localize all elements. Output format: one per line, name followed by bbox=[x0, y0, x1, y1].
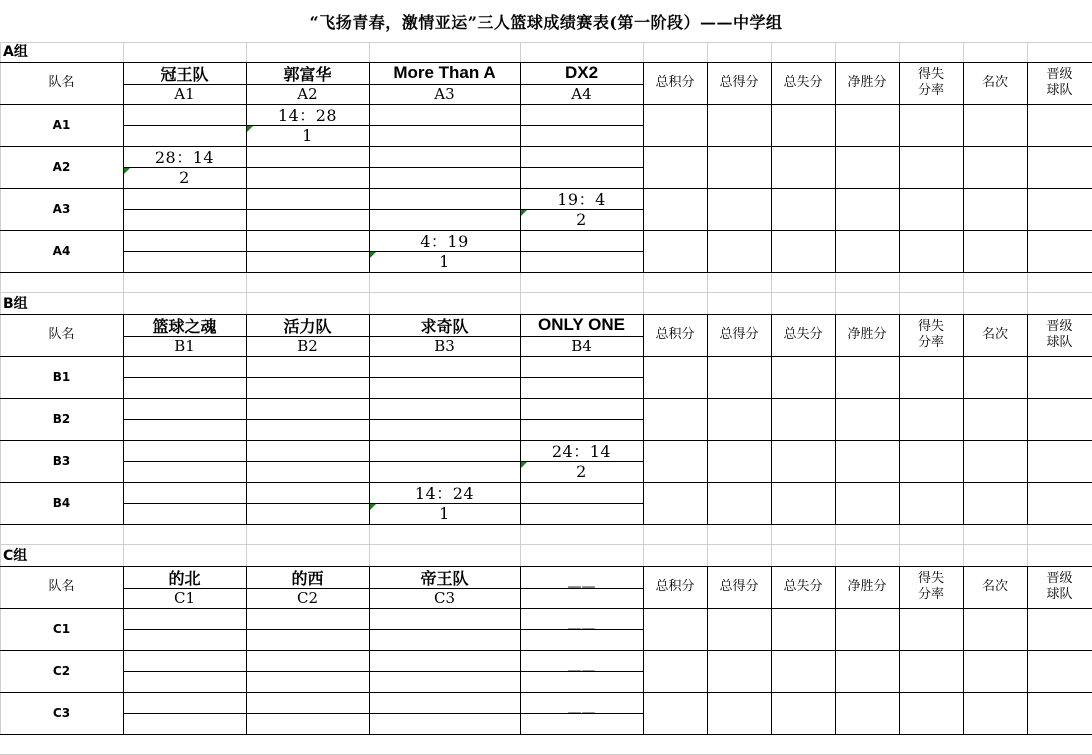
row-team-label: A4 bbox=[52, 244, 71, 258]
empty-cell-marker: —— bbox=[567, 705, 596, 721]
grid-line bbox=[123, 419, 643, 420]
team-code: A1 bbox=[174, 85, 195, 103]
row-team-label: C3 bbox=[52, 706, 71, 720]
team-name: DX2 bbox=[564, 63, 599, 82]
header-text-line: 名次 bbox=[981, 579, 1008, 594]
header-text-line: 净胜分 bbox=[847, 75, 887, 90]
team-name: 冠王队 bbox=[160, 64, 209, 84]
header-text-line: 晋级 bbox=[1046, 67, 1073, 82]
empty-cell-marker: —— bbox=[567, 621, 596, 637]
team-name: ONLY ONE bbox=[538, 315, 625, 334]
team-code: B4 bbox=[571, 337, 592, 355]
stat-header bbox=[643, 314, 707, 356]
row-team-label: B4 bbox=[52, 496, 71, 510]
match-points: 1 bbox=[439, 252, 450, 271]
match-points: 1 bbox=[302, 126, 313, 145]
header-text-line: 球队 bbox=[1046, 83, 1073, 98]
group-label: B组 bbox=[3, 296, 28, 312]
header-text-line: 净胜分 bbox=[847, 327, 887, 342]
stat-header bbox=[835, 566, 899, 608]
comment-marker-icon bbox=[124, 168, 130, 174]
team-name: 帝王队 bbox=[420, 568, 469, 588]
header-text-line: 名次 bbox=[981, 75, 1008, 90]
grid-line bbox=[0, 104, 1092, 105]
header-text-line: 得失 bbox=[917, 319, 944, 334]
team-name: 的西 bbox=[291, 568, 324, 588]
stat-header bbox=[643, 566, 707, 608]
stat-header bbox=[963, 62, 1027, 104]
group-label: A组 bbox=[3, 44, 28, 60]
stat-header bbox=[707, 62, 771, 104]
stat-header bbox=[707, 314, 771, 356]
team-name: 求奇队 bbox=[420, 316, 469, 336]
team-code: C1 bbox=[173, 589, 196, 607]
grid-line bbox=[0, 230, 1092, 231]
header-text-line: 晋级 bbox=[1046, 571, 1073, 586]
comment-marker-icon bbox=[370, 504, 376, 510]
header-text-line: 总积分 bbox=[655, 75, 695, 90]
stat-header bbox=[643, 62, 707, 104]
match-points: 2 bbox=[576, 210, 587, 229]
header-text-line: 分率 bbox=[917, 83, 944, 98]
header-text-line: 总失分 bbox=[783, 75, 823, 90]
match-score: 14：24 bbox=[414, 484, 475, 503]
match-score: 19：4 bbox=[557, 190, 606, 209]
team-code: C2 bbox=[296, 589, 319, 607]
match-score: 24：14 bbox=[551, 442, 612, 461]
header-text-line: 总失分 bbox=[783, 327, 823, 342]
header-text-line: 球队 bbox=[1046, 335, 1073, 350]
team-column-header: 队名 bbox=[48, 327, 75, 342]
grid-line bbox=[0, 356, 1092, 357]
team-name: More Than A bbox=[393, 63, 496, 82]
stat-header bbox=[1027, 566, 1092, 608]
team-column-header: 队名 bbox=[48, 579, 75, 594]
comment-marker-icon bbox=[370, 252, 376, 258]
row-team-label: B1 bbox=[52, 370, 71, 384]
stat-header bbox=[835, 314, 899, 356]
row-team-label: A2 bbox=[52, 160, 71, 174]
grid-line bbox=[123, 125, 643, 126]
header-text-line: 得失 bbox=[917, 571, 944, 586]
sheet-title: “飞扬青春，激情亚运”三人篮球成绩赛表(第一阶段）——中学组 bbox=[309, 12, 783, 32]
stat-header bbox=[835, 62, 899, 104]
team-code: A3 bbox=[434, 85, 455, 103]
stat-header bbox=[899, 62, 963, 104]
stat-header bbox=[771, 566, 835, 608]
comment-marker-icon bbox=[247, 126, 253, 132]
grid-line bbox=[0, 524, 1092, 525]
header-text-line: 总得分 bbox=[719, 327, 759, 342]
stat-header bbox=[1027, 62, 1092, 104]
match-score: 28：14 bbox=[154, 148, 215, 167]
header-text-line: 总积分 bbox=[655, 327, 695, 342]
team-code: C3 bbox=[433, 589, 456, 607]
match-score: 4：19 bbox=[420, 232, 469, 251]
row-team-label: C2 bbox=[52, 664, 71, 678]
match-points: 1 bbox=[439, 504, 450, 523]
team-name: 活力队 bbox=[283, 316, 332, 336]
row-team-label: A3 bbox=[52, 202, 71, 216]
stat-header bbox=[963, 566, 1027, 608]
team-code: B3 bbox=[434, 337, 455, 355]
group-label: C组 bbox=[3, 548, 28, 564]
header-text-line: 名次 bbox=[981, 327, 1008, 342]
row-team-label: B3 bbox=[52, 454, 71, 468]
team-code: A4 bbox=[571, 85, 592, 103]
grid-line bbox=[0, 42, 1092, 43]
header-text-line: 得失 bbox=[917, 67, 944, 82]
header-text-line: 净胜分 bbox=[847, 579, 887, 594]
team-name: 郭富华 bbox=[283, 64, 332, 84]
team-code: B1 bbox=[174, 337, 195, 355]
grid-line bbox=[0, 482, 1092, 483]
match-score: 14：28 bbox=[277, 106, 338, 125]
grid-line bbox=[0, 398, 1092, 399]
stat-header bbox=[771, 62, 835, 104]
header-text-line: 总得分 bbox=[719, 75, 759, 90]
comment-marker-icon bbox=[521, 210, 527, 216]
grid-line bbox=[0, 544, 1092, 545]
header-text-line: 总失分 bbox=[783, 579, 823, 594]
team-column-header: 队名 bbox=[48, 75, 75, 90]
match-points: 2 bbox=[179, 168, 190, 187]
team-name: 的北 bbox=[168, 568, 201, 588]
comment-marker-icon bbox=[521, 462, 527, 468]
stat-header bbox=[899, 314, 963, 356]
header-text-line: 总积分 bbox=[655, 579, 695, 594]
stat-header bbox=[707, 566, 771, 608]
team-name: 篮球之魂 bbox=[152, 316, 217, 336]
team-code: B2 bbox=[297, 337, 318, 355]
stat-header bbox=[963, 314, 1027, 356]
grid-line bbox=[0, 292, 1092, 293]
header-text-line: 球队 bbox=[1046, 587, 1073, 602]
empty-cell-marker: —— bbox=[567, 663, 596, 679]
grid-line bbox=[0, 272, 1092, 273]
header-text-line: 分率 bbox=[917, 335, 944, 350]
stat-header bbox=[771, 314, 835, 356]
header-text-line: 总得分 bbox=[719, 579, 759, 594]
empty-team-marker: —— bbox=[567, 579, 596, 595]
team-code: A2 bbox=[297, 85, 318, 103]
grid-line bbox=[123, 377, 643, 378]
match-points: 2 bbox=[576, 462, 587, 481]
header-text-line: 晋级 bbox=[1046, 319, 1073, 334]
row-team-label: A1 bbox=[52, 118, 71, 132]
stat-header bbox=[1027, 314, 1092, 356]
stat-header bbox=[899, 566, 963, 608]
header-text-line: 分率 bbox=[917, 587, 944, 602]
row-team-label: C1 bbox=[52, 622, 71, 636]
row-team-label: B2 bbox=[52, 412, 71, 426]
